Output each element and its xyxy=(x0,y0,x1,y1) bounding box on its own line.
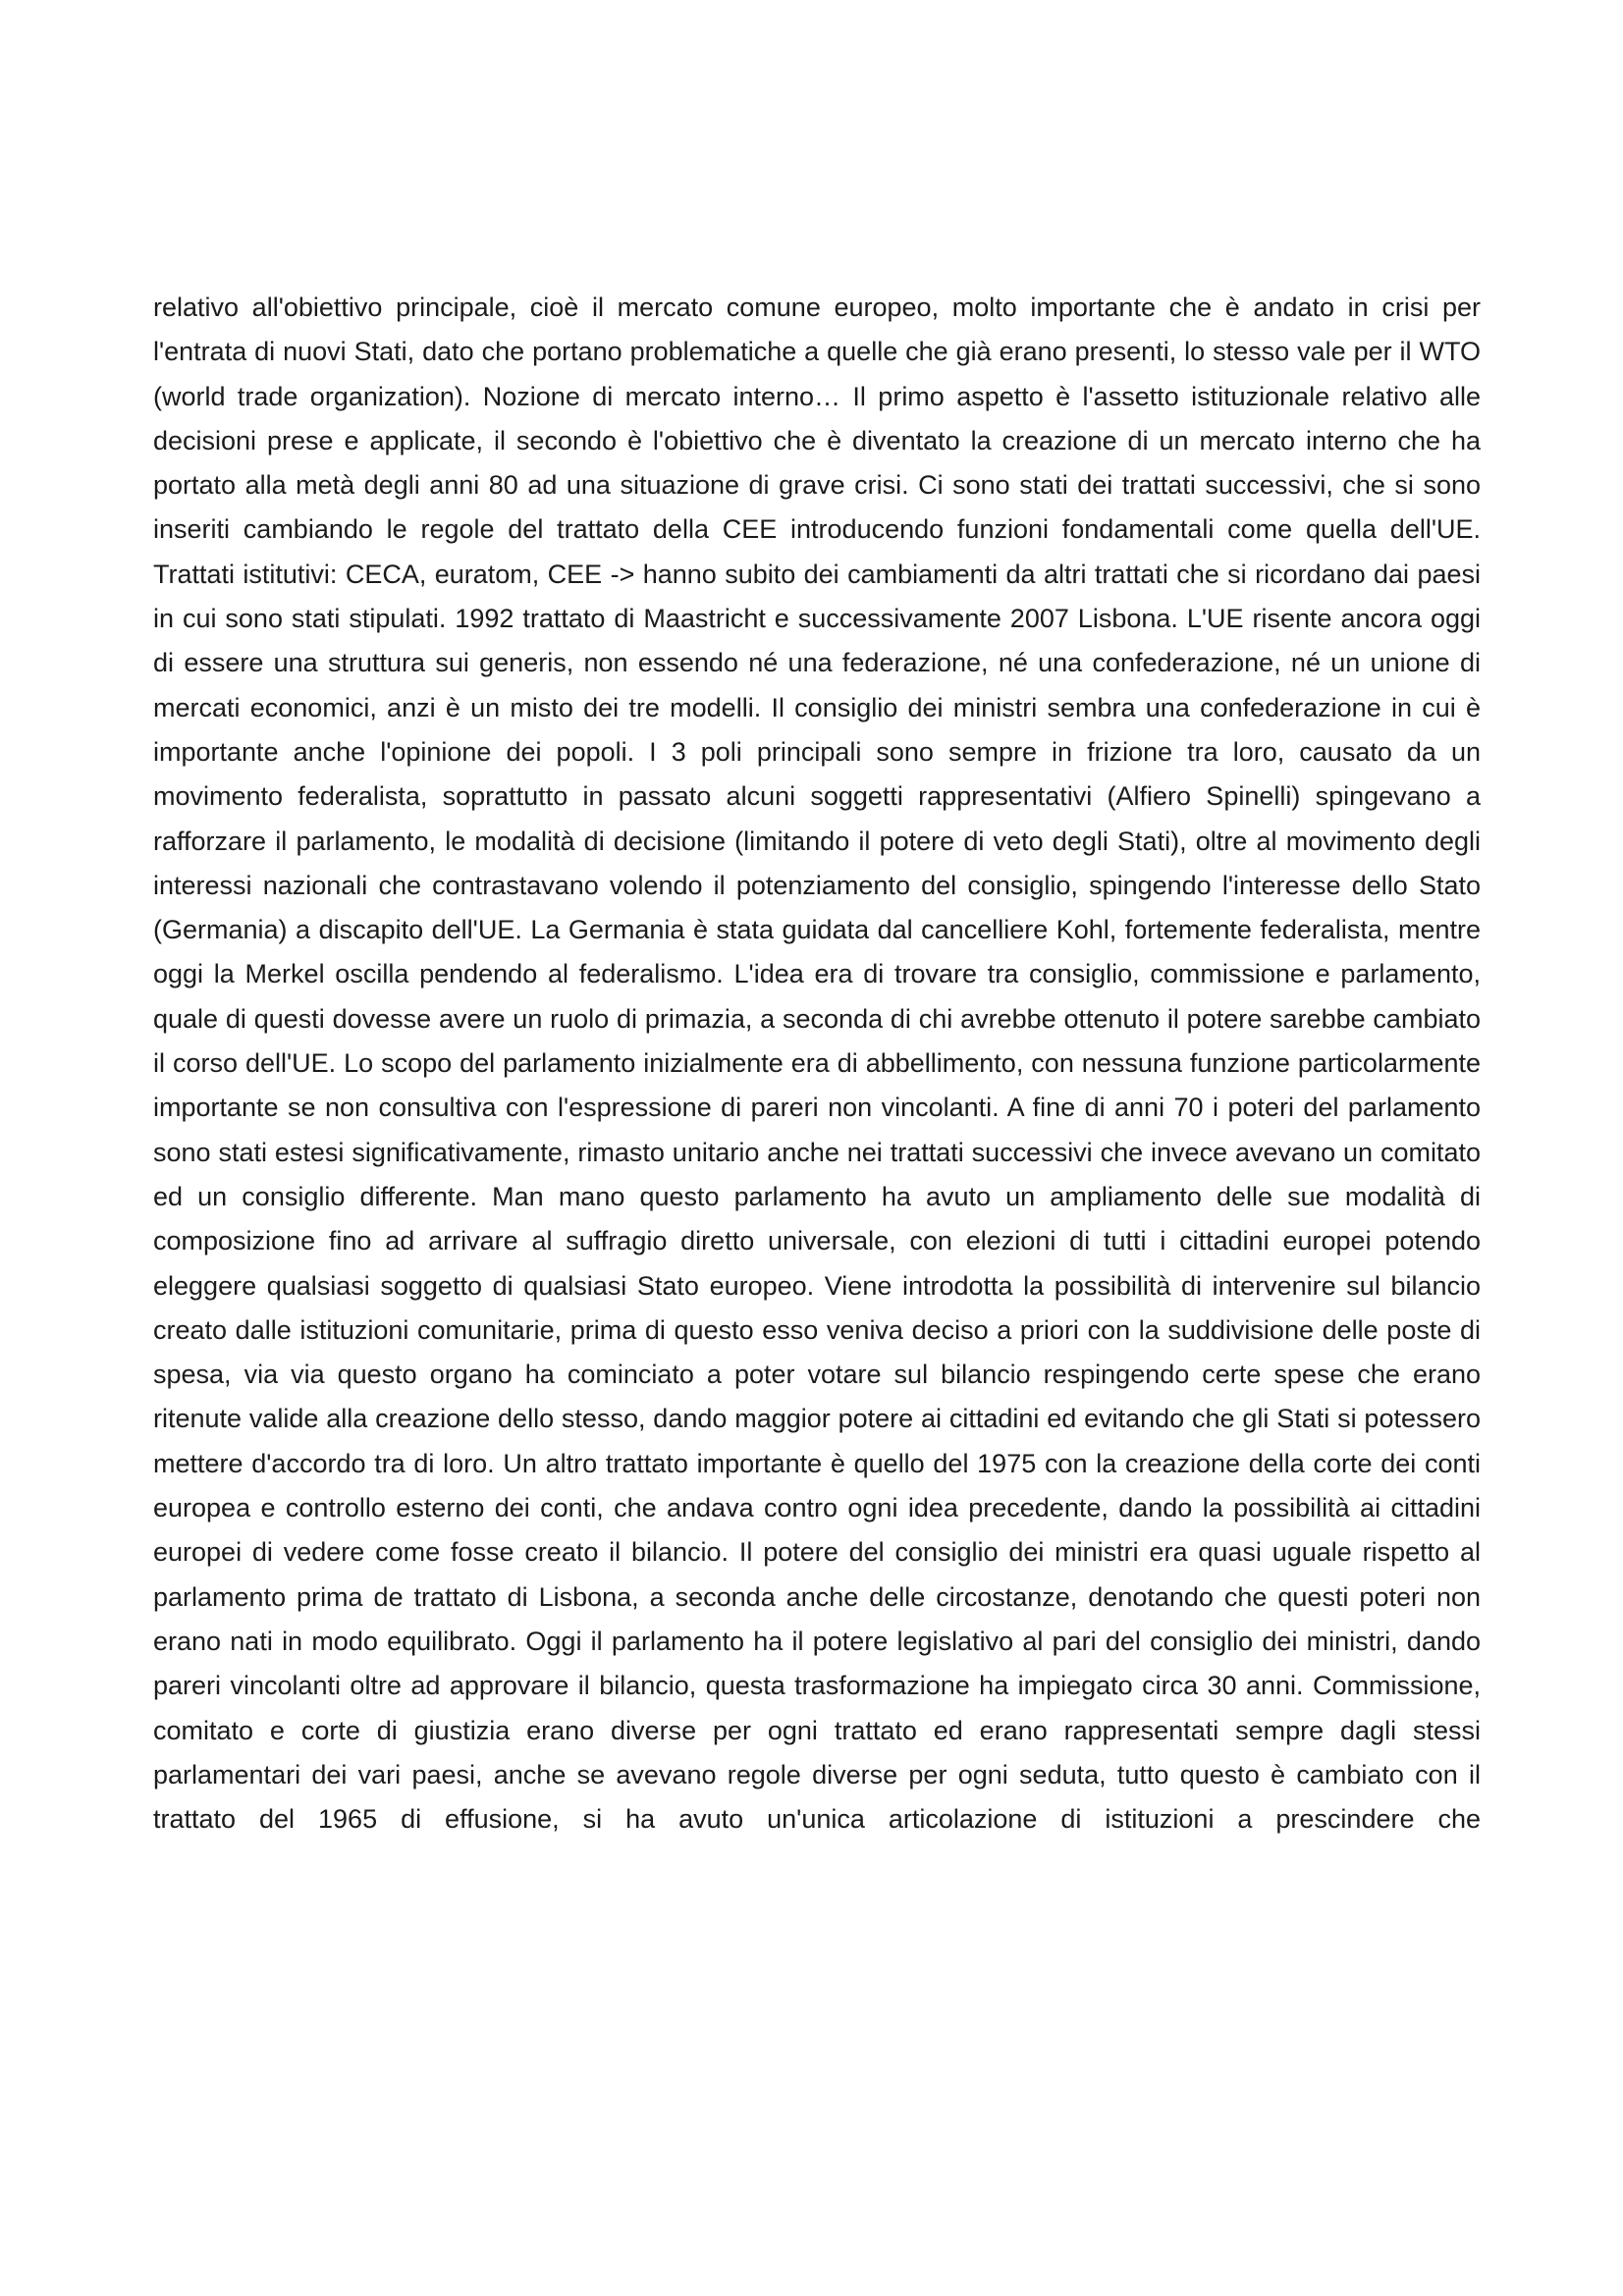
body-paragraph: relativo all'obiettivo principale, cioè il mercato comune europeo, molto importante che è andato in crisi per l'entrata di nuovi Stati, dato che portano problematiche a quelle che già erano presenti, lo stesso vale per il WTO (world trade organization). Nozione di mercato interno… Il primo aspetto è l'assetto istituzionale relativo alle decisioni prese e applicate, il secondo è l'obiettivo che è diventato la creazione di un mercato interno che ha portato alla metà degli anni 80 ad una situazione di grave crisi. Ci sono stati dei trattati successivi, che si sono inseriti cambiando le regole del trattato della CEE introducendo funzioni fondamentali come quella dell'UE. Trattati istitutivi: CECA, euratom, CEE -> hanno subito dei cambiamenti da altri trattati che si ricordano dai paesi in cui sono stati stipulati. 1992 trattato di Maastricht e successivamente 2007 Lisbona. L'UE risente ancora oggi di essere una struttura sui generis, non essendo né una federazione, né una confederazione, né un unione di mercati economici, anzi è un misto dei tre modelli. Il consiglio dei ministri sembra una confederazione in cui è importante anche l'opinione dei popoli. I 3 poli principali sono sempre in frizione tra loro, causato da un movimento federalista, soprattutto in passato alcuni soggetti rappresentativi (Alfiero Spinelli) spingevano a rafforzare il parlamento, le modalità di decisione (limitando il potere di veto degli Stati), oltre al movimento degli interessi nazionali che contrastavano volendo il potenziamento del consiglio, spingendo l'interesse dello Stato (Germania) a discapito dell'UE. La Germania è stata guidata dal cancelliere Kohl, fortemente federalista, mentre oggi la Merkel oscilla pendendo al federalismo. L'idea era di trovare tra consiglio, commissione e parlamento, quale di questi dovesse avere un ruolo di primazia, a seconda di chi avrebbe ottenuto il potere sarebbe cambiato il corso dell'UE. Lo scopo del parlamento inizialmente era di abbellimento, con nessuna funzione particolarmente importante se non consultiva con l'espressione di pareri non vincolanti. A fine di anni 70 i poteri del parlamento sono stati estesi significativamente, rimasto unitario anche nei trattati successivi che invece avevano un comitato ed un consiglio differente. Man mano questo parlamento ha avuto un ampliamento delle sue modalità di composizione fino ad arrivare al suffragio diretto universale, con elezioni di tutti i cittadini europei potendo eleggere qualsiasi soggetto di qualsiasi Stato europeo. Viene introdotta la possibilità di intervenire sul bilancio creato dalle istituzioni comunitarie, prima di questo esso veniva deciso a priori con la suddivisione delle poste di spesa, via via questo organo ha cominciato a poter votare sul bilancio respingendo certe spese che erano ritenute valide alla creazione dello stesso, dando maggior potere ai cittadini ed evitando che gli Stati si potessero mettere d'accordo tra di loro. Un altro trattato importante è quello del 1975 con la creazione della corte dei conti europea e controllo esterno dei conti, che andava contro ogni idea precedente, dando la possibilità ai cittadini europei di vedere come fosse creato il bilancio. Il potere del consiglio dei ministri era quasi uguale rispetto al parlamento prima de trattato di Lisbona, a seconda anche delle circostanze, denotando che questi poteri non erano nati in modo equilibrato. Oggi il parlamento ha il potere legislativo al pari del consiglio dei ministri, dando pareri vincolanti oltre ad approvare il bilancio, questa trasformazione ha impiegato circa 30 anni. Commissione, comitato e corte di giustizia erano diverse per ogni trattato ed erano rappresentati sempre dagli stessi parlamentari dei vari paesi, anche se avevano regole diverse per ogni seduta, tutto questo è cambiato con il trattato del 1965 di effusione, si ha avuto un'unica articolazione di istituzioni a prescindere che xyxy=(153,293,1481,1835)
